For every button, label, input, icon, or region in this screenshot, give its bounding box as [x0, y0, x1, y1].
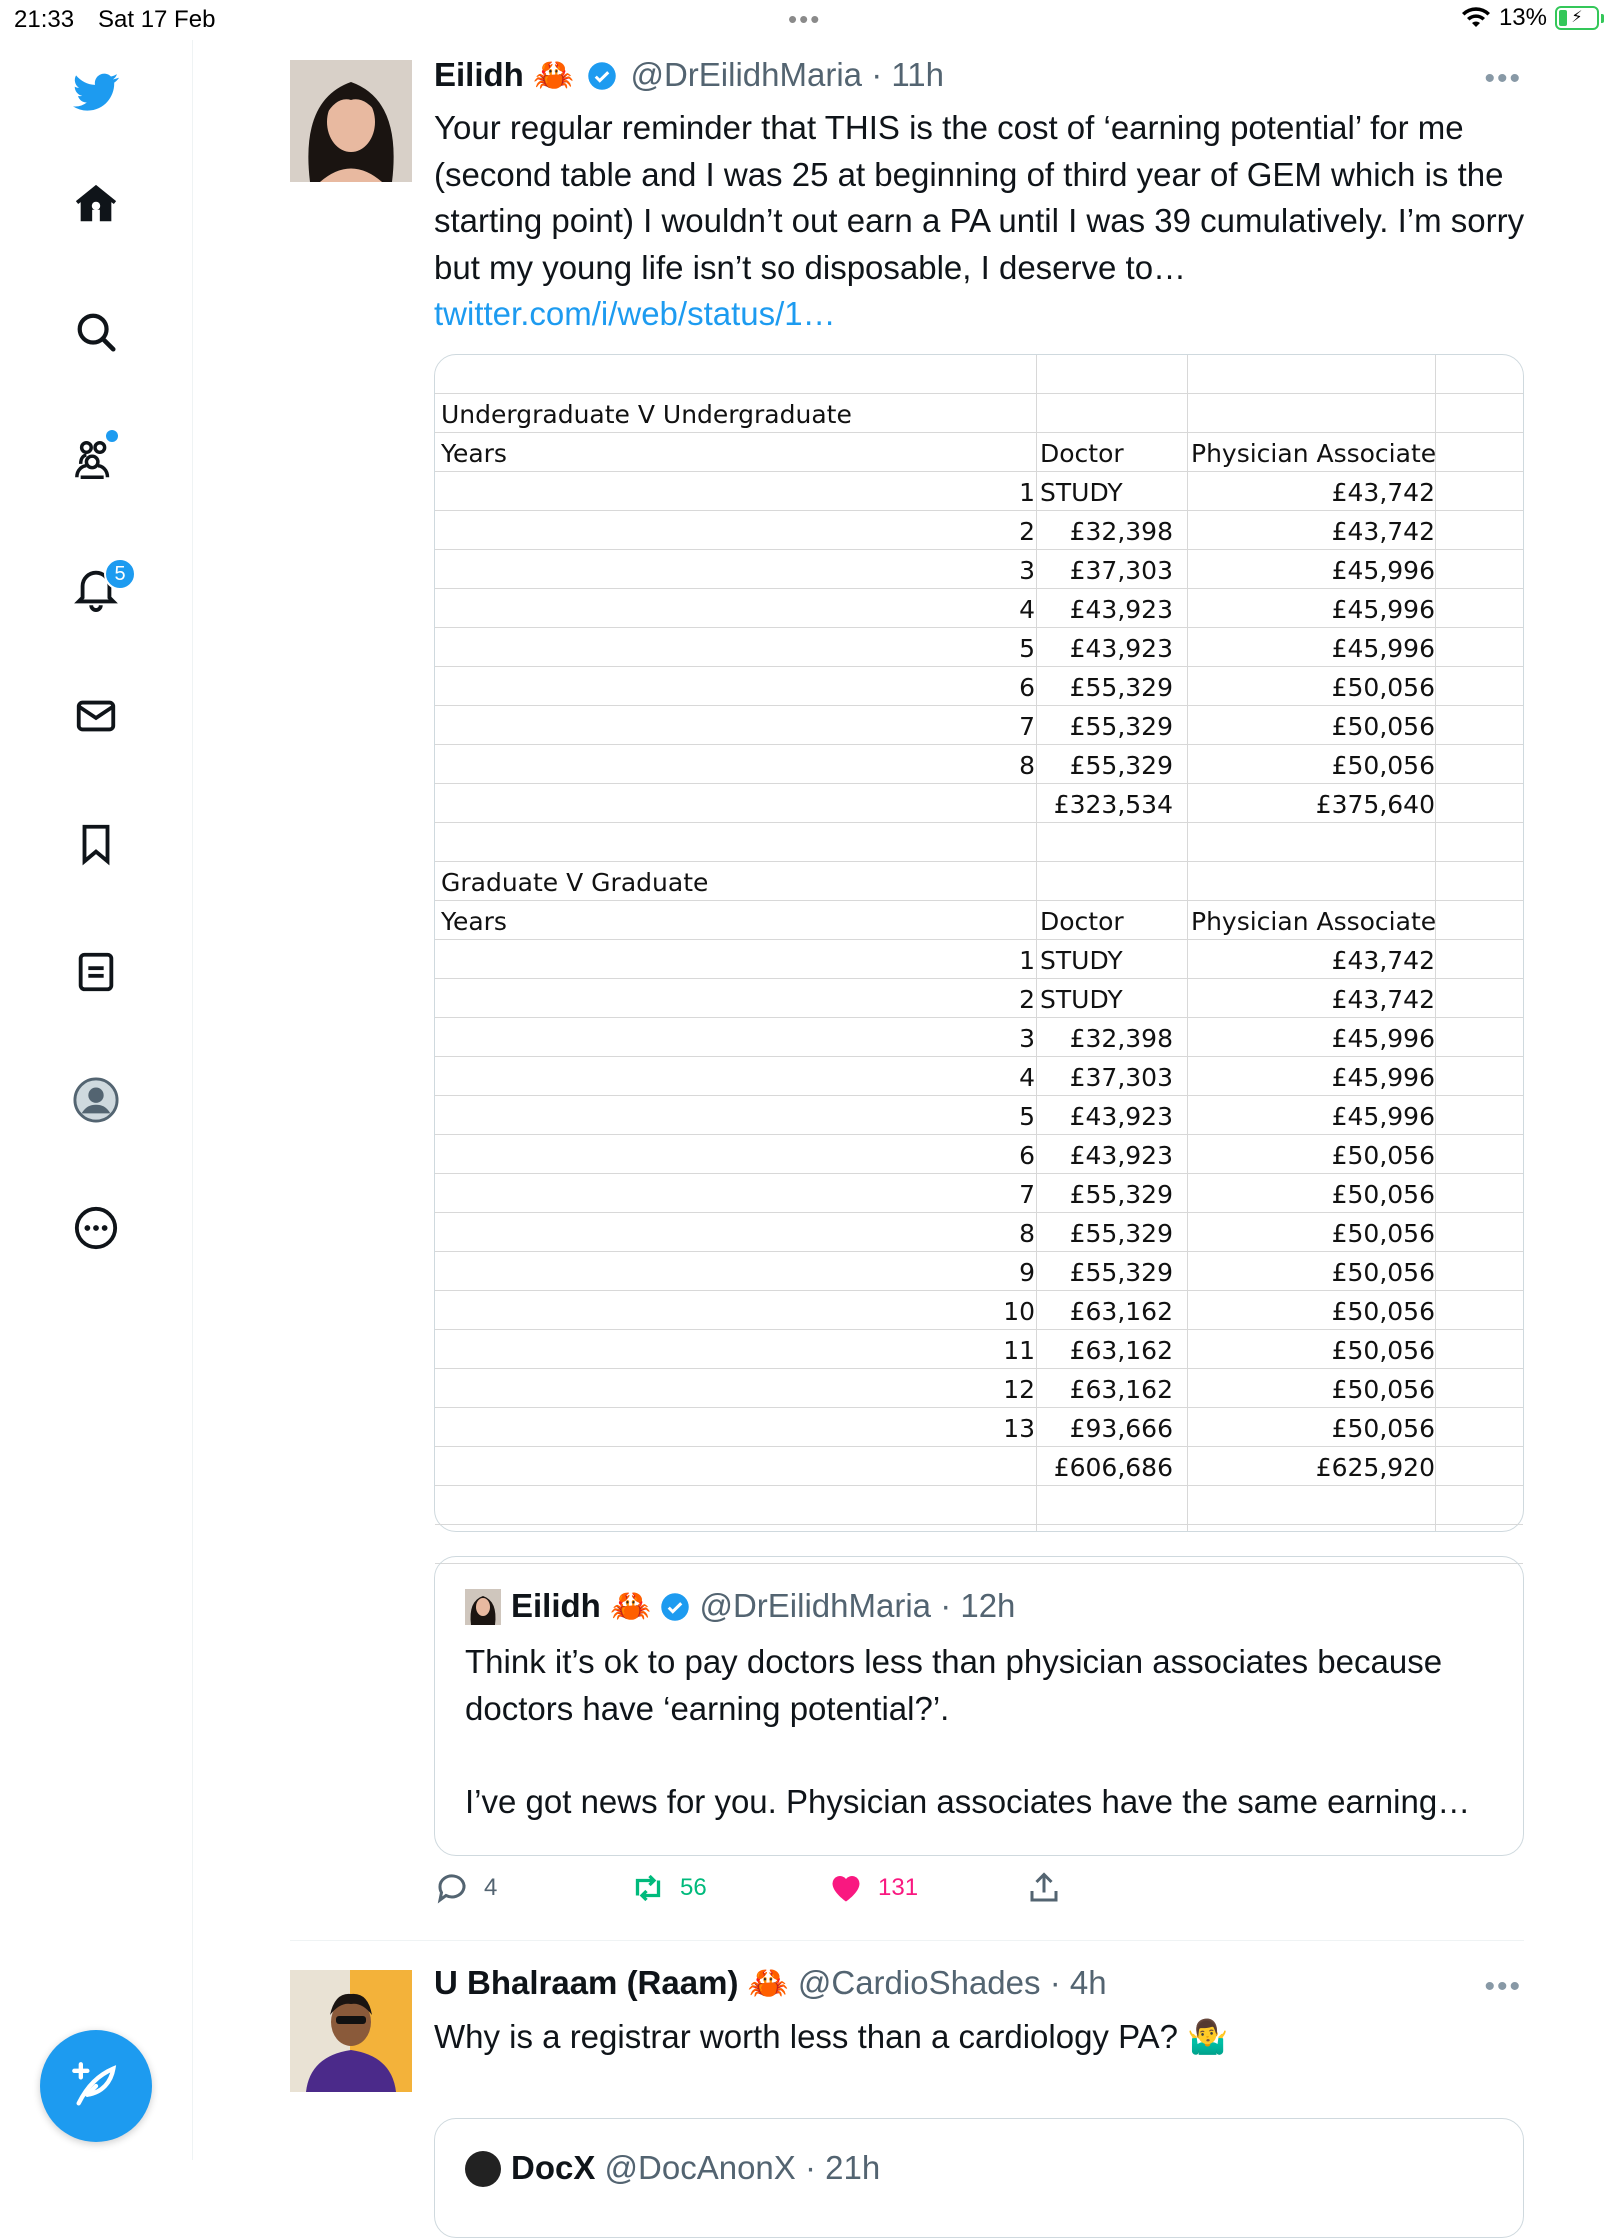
tweet1-author-name[interactable]: Eilidh [434, 56, 524, 93]
quoted-handle: @DrEilidhMaria [699, 1587, 932, 1624]
compose-tweet-button[interactable] [40, 2030, 152, 2142]
doctor-cell: £55,329 [1069, 712, 1173, 741]
table1-col-doctor: Doctor [1040, 439, 1124, 468]
bookmarks-icon[interactable] [70, 818, 122, 870]
tweet2-author-name[interactable]: U Bhalraam (Raam) [434, 1964, 739, 2001]
retweet-button[interactable] [630, 1870, 707, 1906]
year-cell: 4 [1019, 595, 1035, 624]
table2-total-doctor: £606,686 [1053, 1453, 1173, 1482]
table2-total-pa: £625,920 [1315, 1453, 1435, 1482]
search-icon[interactable] [70, 306, 122, 358]
doctor-cell: £55,329 [1069, 1258, 1173, 1287]
doctor-cell: £32,398 [1069, 1024, 1173, 1053]
quoted-tweet-header [511, 1587, 1015, 1626]
year-cell: 2 [1019, 517, 1035, 546]
twitter-logo-icon[interactable] [70, 66, 122, 118]
status-time: 21:33 [14, 6, 75, 33]
doctor-cell: £55,329 [1069, 751, 1173, 780]
table1-row [435, 706, 1523, 745]
year-cell: 6 [1019, 673, 1035, 702]
table1-row [435, 589, 1523, 628]
table2-col-pa: Physician Associate [1191, 907, 1437, 936]
table2-row [435, 1369, 1523, 1408]
doctor-cell: £32,398 [1069, 517, 1173, 546]
year-cell: 7 [1019, 712, 1035, 741]
like-button[interactable] [828, 1870, 918, 1906]
pa-cell: £50,056 [1331, 1297, 1435, 1326]
table1-title-row [435, 394, 1523, 433]
tweet1-text: Your regular reminder that THIS is the cost of ‘earning potential’ for me (second table and I was 25 at beginning of third year of GEM which is the starting point) I wouldn’t out earn a PA until I was 39 cumulatively. I’m sorry but my young life isn’t so disposable, I deserve to… twitter.com/i/web/status/1… [434, 109, 1525, 332]
quoted-tweet-text: Think it’s ok to pay doctors less than physician associates because doctors have ‘earning potential?’. I’ve got news for you. Physician associates have the same earning… [465, 1643, 1471, 1820]
table1-row [435, 511, 1523, 550]
table-blank-row [435, 823, 1523, 862]
table2-row [435, 1408, 1523, 1447]
quoted-tweet2-avatar [465, 2151, 501, 2187]
tweet2-avatar[interactable] [290, 1970, 412, 2092]
doctor-cell: £43,923 [1069, 595, 1173, 624]
table2-row [435, 1330, 1523, 1369]
share-icon [1026, 1870, 1062, 1906]
tweet-divider [290, 1940, 1524, 1941]
table2-col-years: Years [441, 907, 507, 936]
pa-cell: £45,996 [1331, 595, 1435, 624]
doctor-cell: £63,162 [1069, 1375, 1173, 1404]
table2-row [435, 1291, 1523, 1330]
year-cell: 5 [1019, 1102, 1035, 1131]
table1-total-row [435, 784, 1523, 823]
pa-cell: £45,996 [1331, 556, 1435, 585]
reply-icon [434, 1870, 470, 1906]
timeline [194, 40, 1620, 2186]
table1-row [435, 745, 1523, 784]
table1-row [435, 472, 1523, 511]
sidebar [0, 40, 193, 2160]
table1-row [435, 667, 1523, 706]
doctor-cell: £55,329 [1069, 673, 1173, 702]
shrug-emoji: 🤷‍♂️ [1187, 2018, 1229, 2055]
crab-emoji: 🦀 [610, 1587, 652, 1624]
doctor-cell: £43,923 [1069, 1102, 1173, 1131]
table2-row [435, 1057, 1523, 1096]
table2-row [435, 940, 1523, 979]
doctor-cell: £63,162 [1069, 1297, 1173, 1326]
table2-row [435, 1135, 1523, 1174]
table1-header-row [435, 433, 1523, 472]
doctor-cell: STUDY [1040, 985, 1123, 1014]
reply-count: 4 [484, 1874, 498, 1901]
year-cell: 11 [1003, 1336, 1035, 1365]
doctor-cell: £55,329 [1069, 1219, 1173, 1248]
tweet2-header [434, 1964, 1107, 2003]
pa-cell: £50,056 [1331, 1336, 1435, 1365]
status-bar [0, 0, 1620, 40]
pa-cell: £50,056 [1331, 1258, 1435, 1287]
year-cell: 12 [1003, 1375, 1035, 1404]
battery-icon: ⚡ [1555, 6, 1599, 30]
tweet2-quoted-tweet[interactable] [434, 2118, 1524, 2238]
tweet1-avatar[interactable] [290, 60, 412, 182]
table2-title: Graduate V Graduate [441, 868, 709, 897]
doctor-cell: £55,329 [1069, 1180, 1173, 1209]
quoted-tweet2-header [511, 2149, 880, 2187]
year-cell: 10 [1003, 1297, 1035, 1326]
pa-cell: £43,742 [1331, 946, 1435, 975]
reply-button[interactable] [434, 1870, 497, 1906]
year-cell: 8 [1019, 1219, 1035, 1248]
status-right [1461, 4, 1604, 32]
year-cell: 1 [1019, 946, 1035, 975]
heart-icon [828, 1870, 864, 1906]
tweet2-text: Why is a registrar worth less than a cardiology PA? 🤷‍♂️ [434, 2018, 1229, 2055]
doctor-cell: £93,666 [1069, 1414, 1173, 1443]
wifi-icon [1461, 6, 1491, 30]
table2-title-row [435, 862, 1523, 901]
retweet-count: 56 [680, 1874, 707, 1901]
profile-icon[interactable] [70, 1074, 122, 1126]
like-count: 131 [878, 1874, 919, 1901]
table1-col-years: Years [441, 439, 507, 468]
tweet2-time[interactable]: · 4h [1049, 1964, 1107, 2001]
status-date: Sat 17 Feb [98, 6, 216, 33]
pa-cell: £43,742 [1331, 985, 1435, 1014]
table1-row [435, 628, 1523, 667]
messages-icon[interactable] [70, 690, 122, 742]
retweet-icon [630, 1870, 666, 1906]
pa-cell: £50,056 [1331, 673, 1435, 702]
pa-cell: £50,056 [1331, 712, 1435, 741]
doctor-cell: STUDY [1040, 946, 1123, 975]
year-cell: 4 [1019, 1063, 1035, 1092]
more-options-icon[interactable] [70, 1202, 122, 1254]
table2-row [435, 1018, 1523, 1057]
crab-emoji: 🦀 [533, 56, 575, 93]
table2-col-doctor: Doctor [1040, 907, 1124, 936]
year-cell: 5 [1019, 634, 1035, 663]
crab-emoji: 🦀 [747, 1964, 789, 2001]
quoted-author-name: Eilidh [511, 1587, 601, 1624]
pa-cell: £45,996 [1331, 1102, 1435, 1131]
tweet1-header [434, 56, 944, 95]
pa-cell: £45,996 [1331, 1024, 1435, 1053]
quoted2-handle: @DocAnonX [604, 2149, 796, 2186]
pa-cell: £50,056 [1331, 1219, 1435, 1248]
doctor-cell: £43,923 [1069, 1141, 1173, 1170]
year-cell: 1 [1019, 478, 1035, 507]
year-cell: 3 [1019, 1024, 1035, 1053]
share-button[interactable] [1026, 1870, 1062, 1906]
quoted-tweet[interactable] [434, 1556, 1524, 1856]
year-cell: 6 [1019, 1141, 1035, 1170]
table1-total-pa: £375,640 [1315, 790, 1435, 819]
table2-header-row [435, 901, 1523, 940]
pa-cell: £50,056 [1331, 1414, 1435, 1443]
doctor-cell: £63,162 [1069, 1336, 1173, 1365]
doctor-cell: £37,303 [1069, 556, 1173, 585]
quoted2-time: · 21h [804, 2149, 881, 2186]
tweet1-more-icon[interactable]: ••• [1484, 62, 1522, 95]
table-blank-row [435, 355, 1523, 394]
table2-row [435, 979, 1523, 1018]
communities-dot-badge [106, 430, 118, 442]
table1-title: Undergraduate V Undergraduate [441, 400, 852, 429]
quoted-tweet-avatar [465, 1589, 501, 1625]
doctor-cell: £37,303 [1069, 1063, 1173, 1092]
year-cell: 3 [1019, 556, 1035, 585]
multitasking-dots-icon[interactable]: ••• [788, 4, 822, 34]
pa-cell: £50,056 [1331, 1180, 1435, 1209]
doctor-cell: STUDY [1040, 478, 1123, 507]
table2-row [435, 1213, 1523, 1252]
verified-badge-icon [660, 1592, 690, 1622]
table2-row [435, 1252, 1523, 1291]
year-cell: 7 [1019, 1180, 1035, 1209]
tweet2-handle[interactable]: @CardioShades [797, 1964, 1041, 2001]
table2-row [435, 1096, 1523, 1135]
pa-cell: £50,056 [1331, 1141, 1435, 1170]
notifications-badge: 5 [104, 558, 136, 590]
tweet1-attached-image[interactable] [434, 354, 1524, 1532]
pa-cell: £43,742 [1331, 478, 1435, 507]
pa-cell: £43,742 [1331, 517, 1435, 546]
tweet1-handle[interactable]: @DrEilidhMaria [630, 56, 863, 93]
pa-cell: £50,056 [1331, 751, 1435, 780]
compose-feather-icon [70, 2060, 122, 2112]
year-cell: 8 [1019, 751, 1035, 780]
quoted-time: · 12h [940, 1587, 1016, 1624]
table1-total-doctor: £323,534 [1053, 790, 1173, 819]
communities-icon[interactable] [70, 434, 122, 486]
tweet1-time[interactable]: · 11h [871, 56, 944, 93]
lists-icon[interactable] [70, 946, 122, 998]
doctor-cell: £43,923 [1069, 634, 1173, 663]
quoted2-author-name: DocX [511, 2149, 596, 2186]
table1-row [435, 550, 1523, 589]
year-cell: 9 [1019, 1258, 1035, 1287]
year-cell: 2 [1019, 985, 1035, 1014]
table-blank-row [435, 1486, 1523, 1525]
tweet2-more-icon[interactable]: ••• [1484, 1970, 1522, 2003]
home-icon[interactable] [70, 178, 122, 230]
pa-cell: £45,996 [1331, 1063, 1435, 1092]
table2-total-row [435, 1447, 1523, 1486]
year-cell: 13 [1003, 1414, 1035, 1443]
table1-col-pa: Physician Associate [1191, 439, 1437, 468]
pa-cell: £45,996 [1331, 634, 1435, 663]
verified-badge-icon [587, 61, 617, 91]
table2-row [435, 1174, 1523, 1213]
pa-cell: £50,056 [1331, 1375, 1435, 1404]
tweet1-actions [434, 1870, 1134, 1920]
tweet1-link[interactable]: twitter.com/i/web/status/1… [434, 295, 836, 332]
battery-percentage: 13% [1498, 4, 1547, 31]
